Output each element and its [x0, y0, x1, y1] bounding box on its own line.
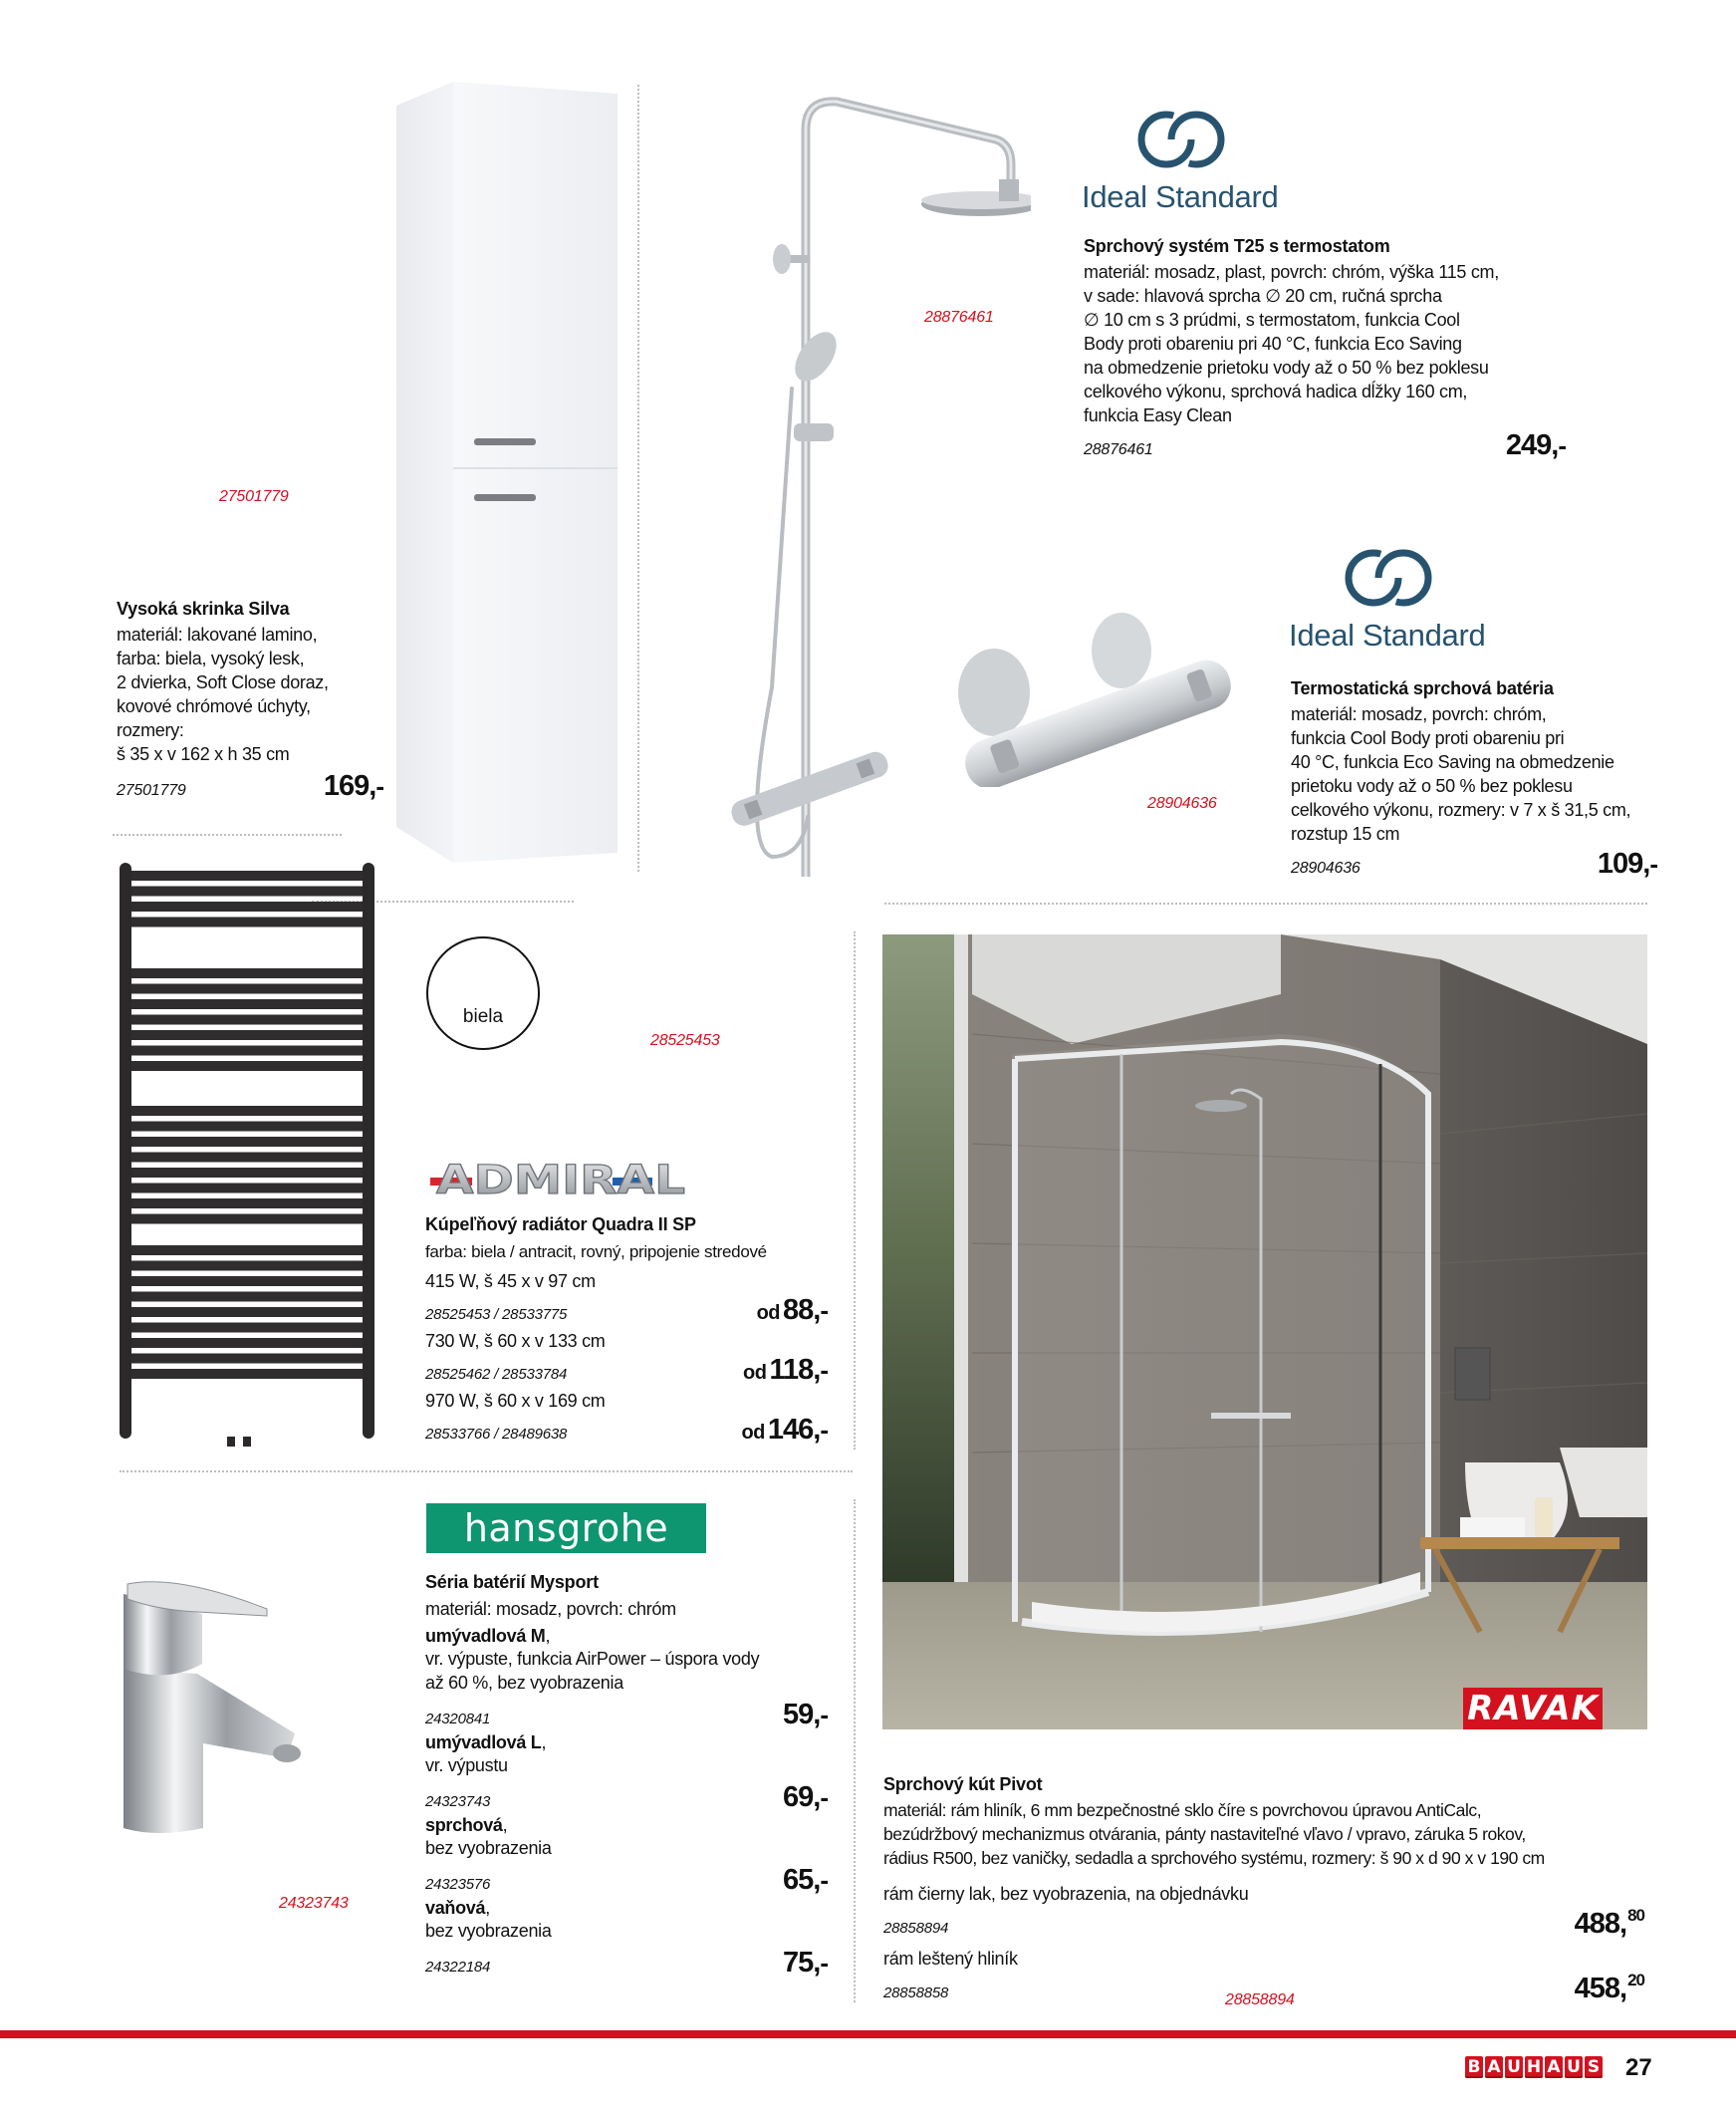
- radiator-bar: [131, 1245, 363, 1255]
- ideal-standard-wordmark: Ideal Standard: [1082, 179, 1279, 214]
- shower-system-code: 28876461: [1084, 441, 1153, 458]
- faucet-variant-price: [783, 1947, 828, 1980]
- divider-mid-right: [884, 903, 1647, 905]
- radiator-bar: [131, 1122, 363, 1132]
- cabinet-image-code: 27501779: [219, 488, 289, 505]
- radiator-variant: [425, 1389, 828, 1447]
- shower-system-image-code: 28876461: [924, 309, 994, 326]
- shower-enclosure-photo: [882, 934, 1647, 1729]
- radiator-bar: [131, 984, 363, 994]
- shower-enclosure-variant-code: 28858858: [883, 1984, 949, 2001]
- radiator-variant-price: [741, 1414, 828, 1447]
- thermostat-desc-line: celkového výkonu, rozmery: v 7 x š 31,5 cm,: [1291, 800, 1631, 820]
- thermostat-desc-line: prietoku vody až o 50 % bez poklesu: [1291, 776, 1573, 796]
- thermostat-desc: [1291, 702, 1651, 846]
- divider-vertical-top: [637, 85, 639, 872]
- faucet-variant-line: vr. výpuste, funkcia AirPower – úspora vody: [425, 1649, 760, 1669]
- shower-enclosure-desc-line: rádius R500, bez vaničky, sedadla a sprchového systému, rozmery: š 90 x d 90 x v 190 cm: [883, 1848, 1545, 1868]
- faucet-variant-code: 24323743: [425, 1793, 491, 1810]
- ravak-wordmark: RAVAK: [1467, 1689, 1599, 1728]
- radiator-image-code: 28525453: [650, 1032, 720, 1049]
- price-value: 69,: [783, 1781, 821, 1813]
- bauhaus-logo-letter: A: [1485, 2056, 1503, 2078]
- price-prefix: od: [741, 1422, 765, 1444]
- radiator-bar: [131, 1046, 363, 1056]
- thermostat-image: [944, 613, 1243, 787]
- radiator-bar: [131, 1106, 363, 1116]
- shower-enclosure-variant-name: rám leštený hliník: [883, 1949, 1018, 1969]
- admiral-logo-graphic: [428, 1154, 702, 1201]
- shower-enclosure-variant-price: [1575, 1908, 1644, 1941]
- radiator-variant-spec: 415 W, š 45 x v 97 cm: [425, 1271, 596, 1291]
- price-value: 488,: [1574, 1908, 1627, 1940]
- radiator-bar: [131, 1261, 363, 1271]
- bauhaus-logo-letter: A: [1545, 2056, 1563, 2078]
- shower-enclosure-variant: [883, 1882, 1650, 1941]
- faucet-variant: [425, 1731, 828, 1814]
- faucets-info: [425, 1571, 828, 1980]
- hansgrohe-wordmark: hansgrohe: [463, 1506, 669, 1550]
- faucet-variant-code: 24322184: [425, 1959, 491, 1976]
- ravak-logo: [1463, 1688, 1603, 1729]
- thermostat-code: 28904636: [1291, 860, 1361, 877]
- price-suffix: -: [820, 1295, 828, 1325]
- ideal-standard-wordmark: Ideal Standard: [1289, 618, 1486, 653]
- thermostat-title: Termostatická sprchová batéria: [1291, 678, 1554, 698]
- price-suffix: -: [820, 1415, 828, 1445]
- shower-system-desc-line: materiál: mosadz, plast, povrch: chróm, výška 115 cm,: [1084, 262, 1499, 282]
- cabinet-desc-line: farba: biela, vysoký lesk,: [117, 649, 305, 668]
- price-value: 65,: [783, 1864, 821, 1896]
- shower-system-info: [1084, 235, 1566, 462]
- price-suffix: -: [375, 771, 383, 801]
- price-cents: 20: [1627, 1971, 1644, 1989]
- radiator-bar: [131, 887, 363, 897]
- shower-system-desc-line: ∅ 10 cm s 3 prúdmi, s termostatom, funkcia Cool: [1084, 310, 1460, 330]
- cabinet-image: [388, 70, 627, 867]
- thermostat-info: [1291, 677, 1657, 881]
- faucet-variant-name: sprchová: [425, 1815, 503, 1835]
- cabinet-desc: [117, 623, 377, 766]
- radiator-variant-spec: 970 W, š 60 x v 169 cm: [425, 1391, 606, 1411]
- divider-vertical-bottom: [854, 1499, 856, 2002]
- cabinet-desc-line: 2 dvierka, Soft Close doraz,: [117, 672, 329, 692]
- radiator-bar: [131, 999, 363, 1009]
- faucet-variant-price: [783, 1699, 828, 1731]
- cabinet-price: [324, 770, 383, 803]
- shower-enclosure-image-code: 28858894: [1225, 1991, 1295, 2008]
- price-value: 75,: [783, 1947, 821, 1979]
- bauhaus-logo-letter: U: [1565, 2056, 1583, 2078]
- cabinet-desc-line: š 35 x v 162 x h 35 cm: [117, 744, 290, 764]
- page-number: 27: [1625, 2054, 1652, 2081]
- price-suffix: -: [820, 1782, 828, 1812]
- radiator-bar: [131, 1137, 363, 1147]
- thermostat-desc-line: rozstup 15 cm: [1291, 824, 1400, 844]
- radiator-bars: [131, 871, 363, 1379]
- faucet-variant-sep: ,: [485, 1898, 490, 1918]
- price-value: 118,: [769, 1354, 821, 1386]
- faucet-variant-code: 24320841: [425, 1711, 491, 1727]
- cabinet-code: 27501779: [117, 782, 186, 799]
- radiator-bar: [131, 1323, 363, 1333]
- cabinet-info: [117, 598, 383, 803]
- faucet-variant-name: vaňová: [425, 1898, 486, 1918]
- faucets-desc: materiál: mosadz, povrch: chróm: [425, 1599, 676, 1619]
- thermostat-desc-line: materiál: mosadz, povrch: chróm,: [1291, 704, 1547, 724]
- faucets-title: Séria batérií Mysport: [425, 1572, 599, 1592]
- shower-system-title: Sprchový systém T25 s termostatom: [1084, 236, 1390, 256]
- radiator-bar: [131, 1198, 363, 1208]
- radiator-variant-codes: 28525462 / 28533784: [425, 1366, 568, 1383]
- price-value: 146,: [767, 1414, 821, 1446]
- radiator-bar: [131, 1354, 363, 1364]
- radiator-variants: [425, 1269, 828, 1447]
- faucet-variant-price: [783, 1864, 828, 1897]
- cabinet-desc-line: rozmery:: [117, 720, 184, 740]
- radiator-variant-price: [757, 1294, 828, 1327]
- shower-system-desc-line: celkového výkonu, sprchová hadica dĺžky 160 cm,: [1084, 382, 1468, 401]
- radiator-image: [118, 859, 378, 1449]
- radiator-bar: [131, 1153, 363, 1163]
- bauhaus-logo-letter: B: [1465, 2056, 1483, 2078]
- faucet-variant-line: až 60 %, bez vyobrazenia: [425, 1673, 623, 1693]
- shower-system-desc-line: v sade: hlavová sprcha ∅ 20 cm, ručná sprcha: [1084, 286, 1442, 306]
- shower-system-desc-line: funkcia Easy Clean: [1084, 405, 1232, 425]
- radiator-bar: [131, 1214, 363, 1224]
- thermostat-desc-line: funkcia Cool Body proti obareniu pri: [1291, 728, 1565, 748]
- price-cents: 80: [1627, 1906, 1644, 1925]
- faucet-variant-line: bez vyobrazenia: [425, 1838, 552, 1858]
- divider-cabinet-bottom: [113, 834, 342, 836]
- cabinet-desc-line: materiál: lakované lamino,: [117, 625, 318, 645]
- price-suffix: -: [1558, 430, 1566, 460]
- shower-enclosure-desc-line: bezúdržbový mechanizmus otvárania, pánty nastaviteľné vľavo / vpravo, záruka 5 rokov,: [883, 1824, 1526, 1844]
- thermostat-desc-line: 40 °C, funkcia Eco Saving na obmedzenie: [1291, 752, 1614, 772]
- faucet-variant-line: vr. výpustu: [425, 1755, 508, 1775]
- radiator-bar: [131, 1168, 363, 1178]
- shower-system-desc-line: Body proti obareniu pri 40 °C, funkcia Eco Saving: [1084, 334, 1462, 354]
- radiator-bar: [131, 1015, 363, 1025]
- price-value: 458,: [1574, 1973, 1627, 2004]
- shower-enclosure-variant-price: [1575, 1973, 1644, 2005]
- radiator-title: Kúpeľňový radiátor Quadra II SP: [425, 1214, 696, 1234]
- shower-enclosure-title: Sprchový kút Pivot: [883, 1774, 1043, 1794]
- radiator-variant: [425, 1269, 828, 1327]
- radiator-bar: [131, 1184, 363, 1193]
- cabinet-desc-line: kovové chrómové úchyty,: [117, 696, 311, 716]
- bauhaus-logo: [1465, 2056, 1603, 2078]
- price-prefix: od: [743, 1362, 767, 1384]
- radiator-bar: [131, 1338, 363, 1348]
- faucet-variant-name: umývadlová M: [425, 1626, 546, 1646]
- faucet-variant-sep: ,: [502, 1815, 508, 1835]
- ideal-standard-rings-icon: [1340, 546, 1439, 610]
- color-swatch-white[interactable]: [426, 936, 540, 1050]
- radiator-bar: [131, 1307, 363, 1317]
- radiator-bar: [131, 968, 363, 978]
- radiator-bar: [131, 871, 363, 881]
- thermostat-image-code: 28904636: [1147, 795, 1217, 812]
- color-swatch-label: biela: [462, 1006, 504, 1027]
- price-value: 88,: [783, 1294, 821, 1326]
- bauhaus-logo-letter: H: [1526, 2057, 1542, 2077]
- radiator-bar: [131, 902, 363, 912]
- price-suffix: -: [1649, 849, 1657, 879]
- price-value: 59,: [783, 1699, 821, 1730]
- bauhaus-logo-letter: S: [1585, 2056, 1603, 2078]
- shower-system-price: [1506, 429, 1566, 462]
- faucet-variant-price: [783, 1781, 828, 1814]
- radiator-bar: [131, 1292, 363, 1302]
- radiator-variant-price: [743, 1354, 828, 1387]
- faucet-variant-sep: ,: [545, 1626, 551, 1646]
- shower-enclosure-variant-name: rám čierny lak, bez vyobrazenia, na objednávku: [883, 1884, 1249, 1904]
- shower-enclosure-info: [883, 1773, 1650, 2005]
- shower-system-desc-line: na obmedzenie prietoku vody až o 50 % bez poklesu: [1084, 358, 1489, 378]
- radiator-bar: [131, 918, 363, 927]
- faucet-variant-code: 24323576: [425, 1876, 491, 1893]
- radiator-variant-codes: 28525453 / 28533775: [425, 1306, 568, 1323]
- price-suffix: -: [820, 1865, 828, 1895]
- cabinet-title: Vysoká skrinka Silva: [117, 599, 290, 619]
- radiator-info: [425, 1213, 828, 1447]
- price-suffix: -: [820, 1700, 828, 1729]
- price-suffix: -: [820, 1355, 828, 1385]
- faucet-variant: [425, 1625, 828, 1731]
- price-suffix: -: [820, 1948, 828, 1978]
- faucet-variant-line: bez vyobrazenia: [425, 1921, 552, 1941]
- ideal-standard-logo-2: [1289, 546, 1508, 654]
- shower-enclosure-variant-code: 28858894: [883, 1920, 949, 1937]
- footer-rule: [0, 2030, 1736, 2038]
- ideal-standard-logo-1: [1082, 108, 1301, 215]
- divider-vertical-mid: [854, 931, 856, 1450]
- radiator-desc: farba: biela / antracit, rovný, pripojenie stredové: [425, 1242, 767, 1261]
- divider-radiator-bottom: [120, 1470, 853, 1472]
- admiral-wordmark: ADMIRAL: [436, 1158, 685, 1201]
- radiator-variant-codes: 28533766 / 28489638: [425, 1426, 568, 1443]
- radiator-bar: [131, 1276, 363, 1286]
- shower-enclosure-desc: [883, 1798, 1650, 1870]
- faucet-image-code: 24323743: [279, 1895, 349, 1912]
- price-value: 109,: [1597, 848, 1650, 880]
- faucet-variant: [425, 1897, 828, 1980]
- shower-enclosure-desc-line: materiál: rám hliník, 6 mm bezpečnostné sklo číre s povrchovou úpravou AntiCalc,: [883, 1800, 1482, 1820]
- radiator-bar: [131, 1030, 363, 1040]
- radiator-variant-spec: 730 W, š 60 x v 133 cm: [425, 1331, 606, 1351]
- faucet-variant-name: umývadlová L: [425, 1732, 542, 1752]
- thermostat-price: [1598, 848, 1657, 881]
- radiator-variant: [425, 1329, 828, 1387]
- radiator-bar: [131, 1061, 363, 1071]
- ideal-standard-rings-icon: [1132, 108, 1232, 171]
- price-prefix: od: [756, 1302, 780, 1324]
- faucet-variant: [425, 1814, 828, 1897]
- price-value: 169,: [323, 770, 376, 802]
- radiator-bar: [131, 1369, 363, 1379]
- faucet-variant-sep: ,: [541, 1732, 547, 1752]
- faucet-image: [118, 1574, 337, 1843]
- shower-enclosure-scene: [882, 934, 1647, 1729]
- admiral-logo: [428, 1154, 702, 1206]
- bauhaus-logo-letter: U: [1505, 2056, 1523, 2078]
- price-value: 249,: [1505, 429, 1559, 461]
- hansgrohe-logo: [426, 1503, 706, 1553]
- shower-system-desc: [1084, 260, 1560, 427]
